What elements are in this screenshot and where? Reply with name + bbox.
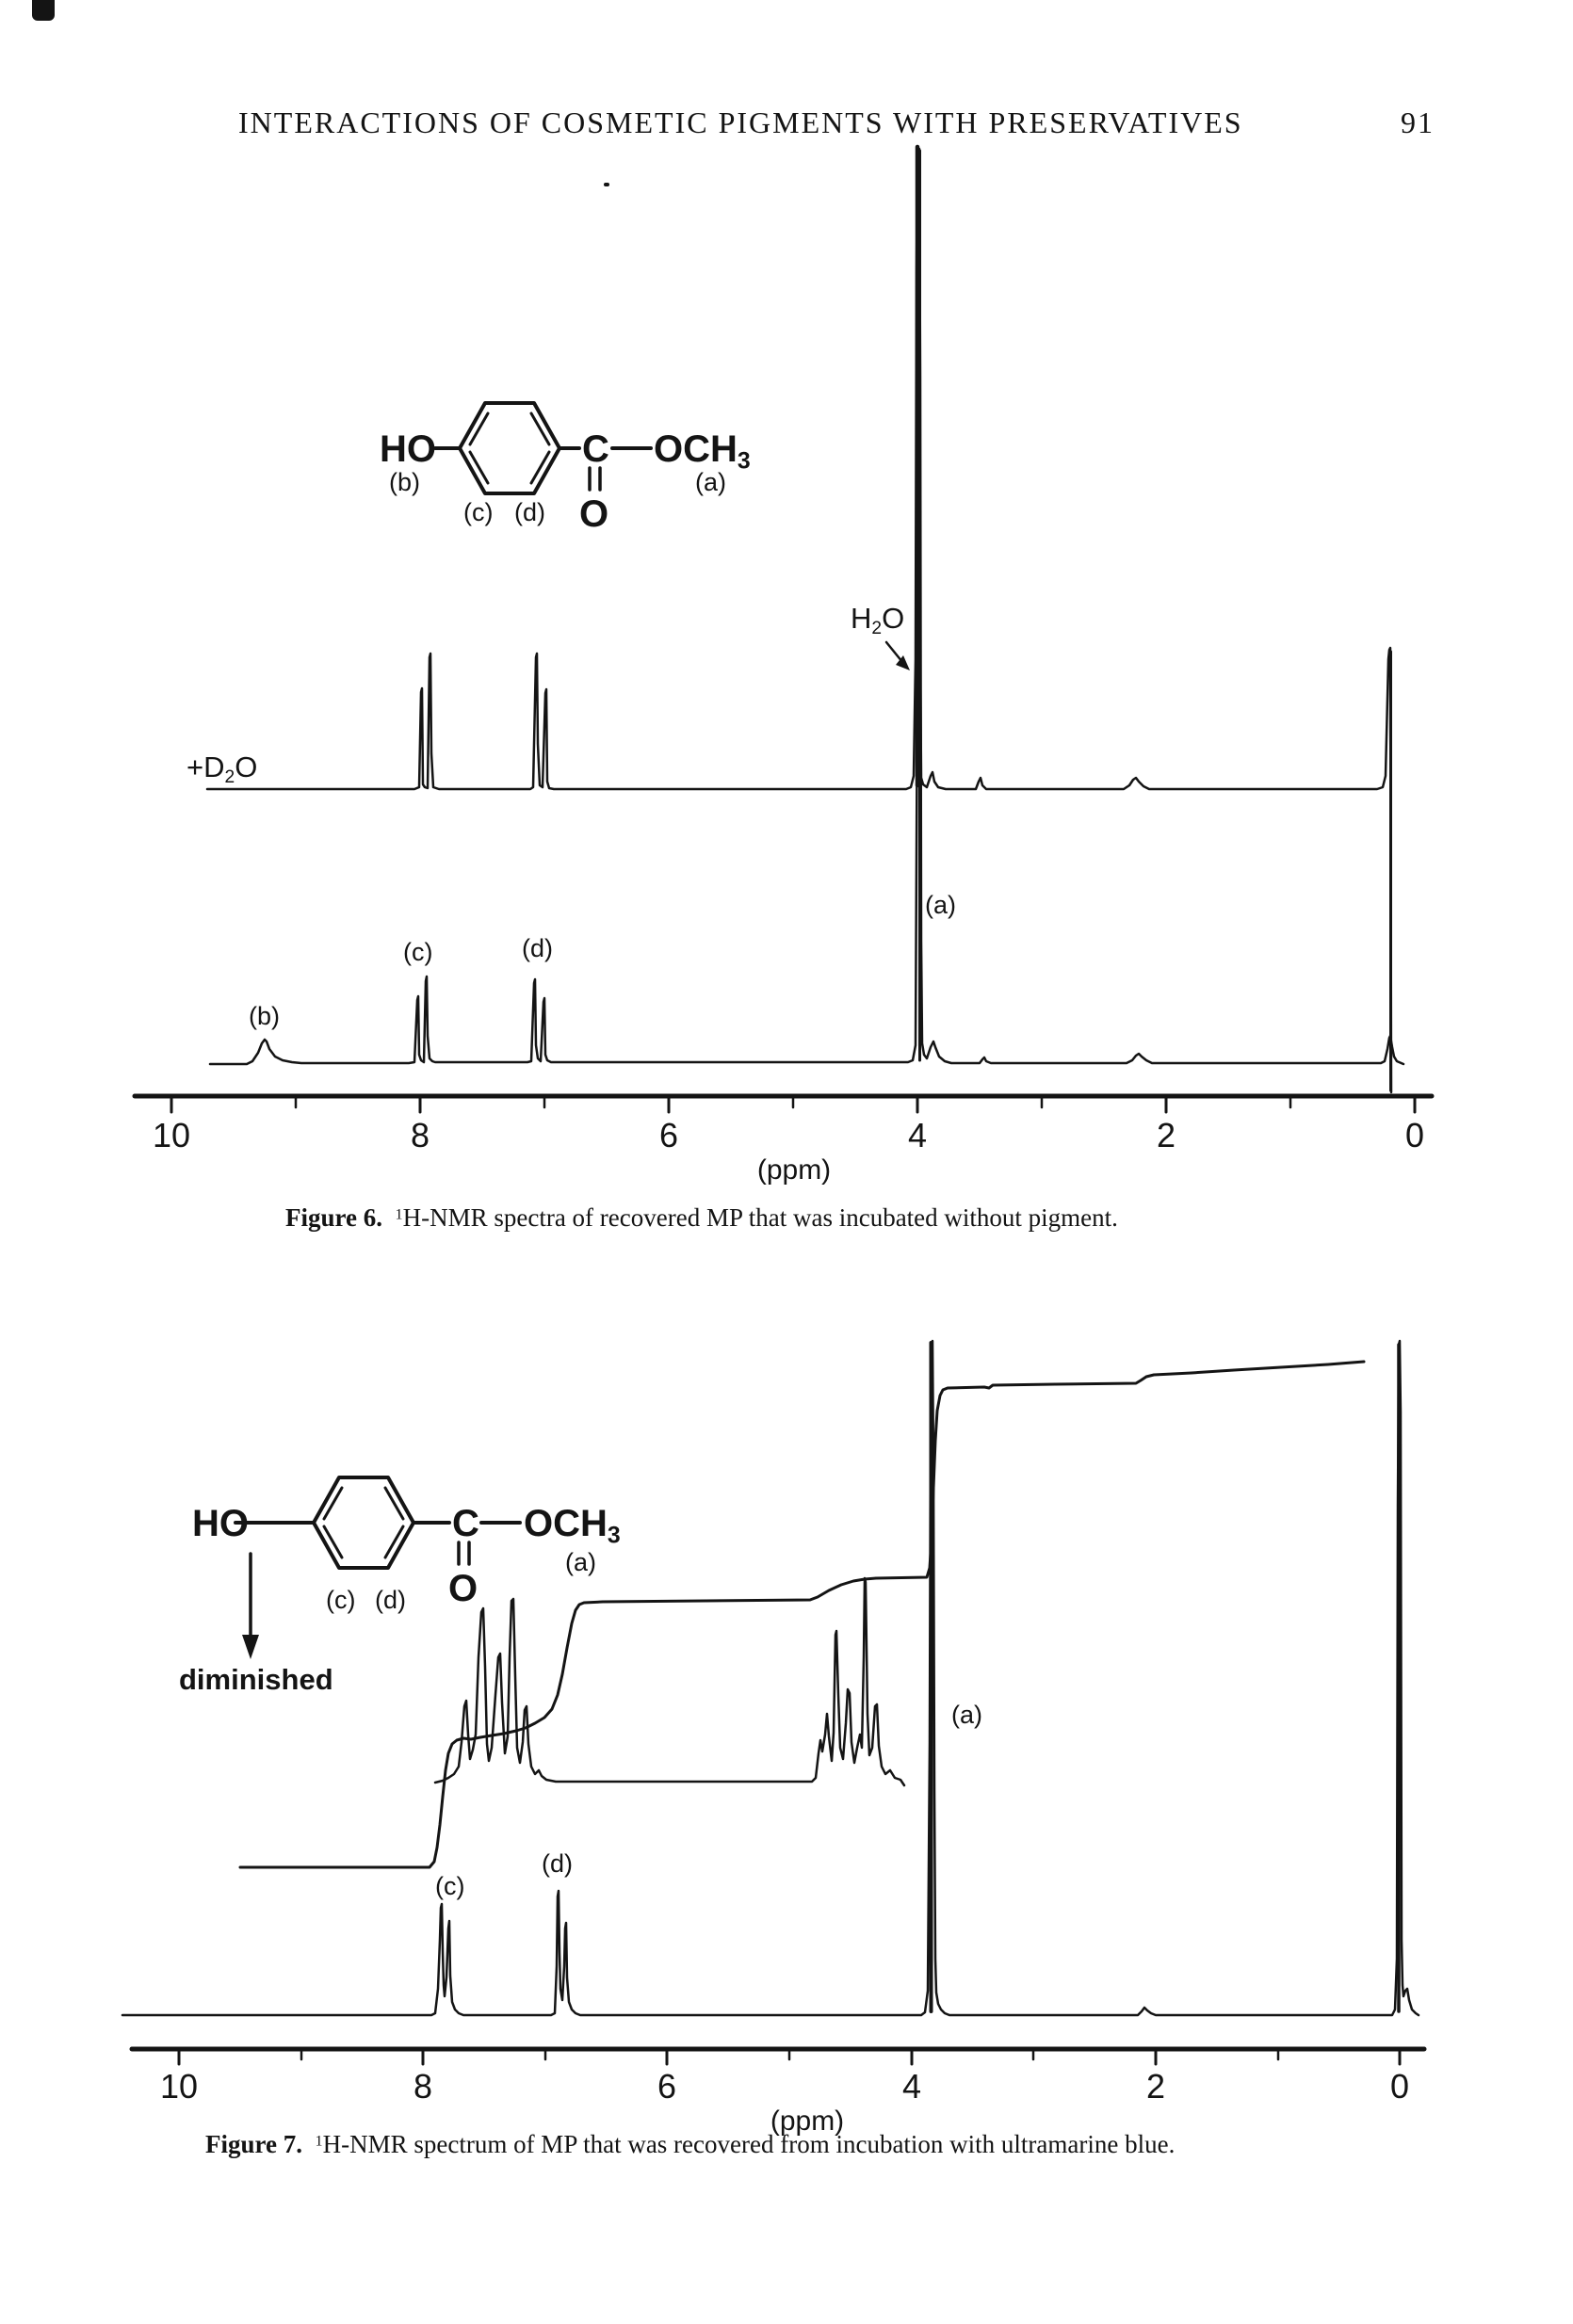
fig6-axis-unit: (ppm): [756, 1154, 832, 1186]
fig6-caption-label: Figure 6.: [285, 1203, 382, 1232]
fig6-peak-label-c: (c): [403, 938, 433, 966]
fig6-caption: [285, 1203, 1118, 1233]
fig6-carbonyl-double-bond: [590, 468, 600, 490]
fig7-carbonyl-o-label: O: [448, 1568, 478, 1609]
fig7-structure-tag-d: (d): [375, 1586, 406, 1614]
fig6-tick-8: 8: [410, 1116, 430, 1154]
fig7-caption-superscript: 1: [315, 2132, 323, 2150]
fig6-tick-4: 4: [907, 1116, 928, 1154]
fig7-tick-8: 8: [413, 2067, 433, 2106]
fig7-benzene-ring: [314, 1477, 414, 1568]
fig6-structure-tag-d: (d): [514, 498, 545, 526]
fig7-caption-label: Figure 7.: [205, 2130, 302, 2158]
fig6-axis-minor-ticks: [296, 1098, 1290, 1107]
fig6-ester-label: $OCH_3$: [654, 428, 751, 475]
fig6-peak-label-a: (a): [925, 891, 956, 919]
fig7-carbonyl-double-bond: [459, 1542, 469, 1564]
fig6-carbonyl-o-label: O: [579, 493, 609, 535]
fig6-ho-label: HO: [380, 428, 436, 470]
fig7-diminished-label: diminished: [179, 1663, 333, 1696]
fig6-h2o-arrow-line: [886, 642, 902, 662]
fig7-ring-inner-double-bonds: [324, 1488, 403, 1557]
fig6-peak-label-d: (d): [522, 934, 553, 962]
fig7-ester-subscript: 3: [607, 1523, 621, 1549]
fig7-inset-trace: [435, 1578, 904, 1785]
fig7-structure-tag-a: (a): [565, 1548, 596, 1576]
fig7-integral-curve: [240, 1362, 1364, 1867]
fig6-lower-trace: [210, 149, 1403, 1064]
fig6-tick-10: 10: [152, 1116, 191, 1154]
fig7-tick-4: 4: [901, 2067, 922, 2106]
fig7-peak-label-a: (a): [951, 1701, 982, 1729]
page-header-title: INTERACTIONS OF COSMETIC PIGMENTS WITH PRESERVATIVES: [238, 105, 1243, 139]
fig6-structure-tag-b: (b): [389, 468, 420, 496]
fig6-structure-bonds: [435, 403, 651, 493]
fig6-upper-trace: [207, 149, 1391, 1092]
fig7-axis-unit: (ppm): [770, 2106, 845, 2137]
fig6-h2o-label: $H_2O$: [851, 602, 905, 638]
fig7-tick-0: 0: [1389, 2067, 1410, 2106]
fig7-ho-label: HO: [192, 1503, 249, 1544]
fig7-peak-label-c: (c): [435, 1872, 465, 1900]
fig7-structure-tag-c: (c): [326, 1586, 356, 1614]
fig6-caption-text: H-NMR spectra of recovered MP that was incubated without pigment.: [402, 1203, 1118, 1232]
fig7-caption-text: H-NMR spectrum of MP that was recovered from incubation with ultramarine blue.: [322, 2130, 1176, 2158]
fig6-structure-tag-a: (a): [695, 468, 726, 496]
fig6-ester-subscript: 3: [737, 448, 751, 475]
fig6-structure-tag-c: (c): [463, 498, 494, 526]
fig6-tick-2: 2: [1156, 1116, 1176, 1154]
fig7-tick-10: 10: [159, 2067, 199, 2106]
fig6-c-label: C: [582, 428, 609, 470]
fig6-benzene-ring: [460, 403, 559, 493]
page-number: 91: [1401, 105, 1435, 139]
fig7-c-label: C: [452, 1503, 479, 1544]
fig6-peak-label-b: (b): [249, 1002, 280, 1030]
fig6-tick-0: 0: [1404, 1116, 1425, 1154]
fig7-caption: [205, 2130, 1175, 2159]
fig6-ring-inner-double-bonds: [470, 413, 549, 483]
fig6-caption-superscript: 1: [395, 1205, 403, 1223]
fig7-diminished-arrowhead: [242, 1635, 259, 1659]
fig7-ester-label: $OCH_3$: [524, 1503, 621, 1549]
fig7-axis-minor-ticks: [301, 2051, 1278, 2059]
fig7-peak-label-d: (d): [542, 1849, 573, 1878]
fig6-d2o-label: $+D_2O$: [186, 750, 258, 787]
fig7-tick-2: 2: [1145, 2067, 1166, 2106]
fig7-tick-6: 6: [657, 2067, 677, 2106]
fig6-tick-6: 6: [658, 1116, 679, 1154]
